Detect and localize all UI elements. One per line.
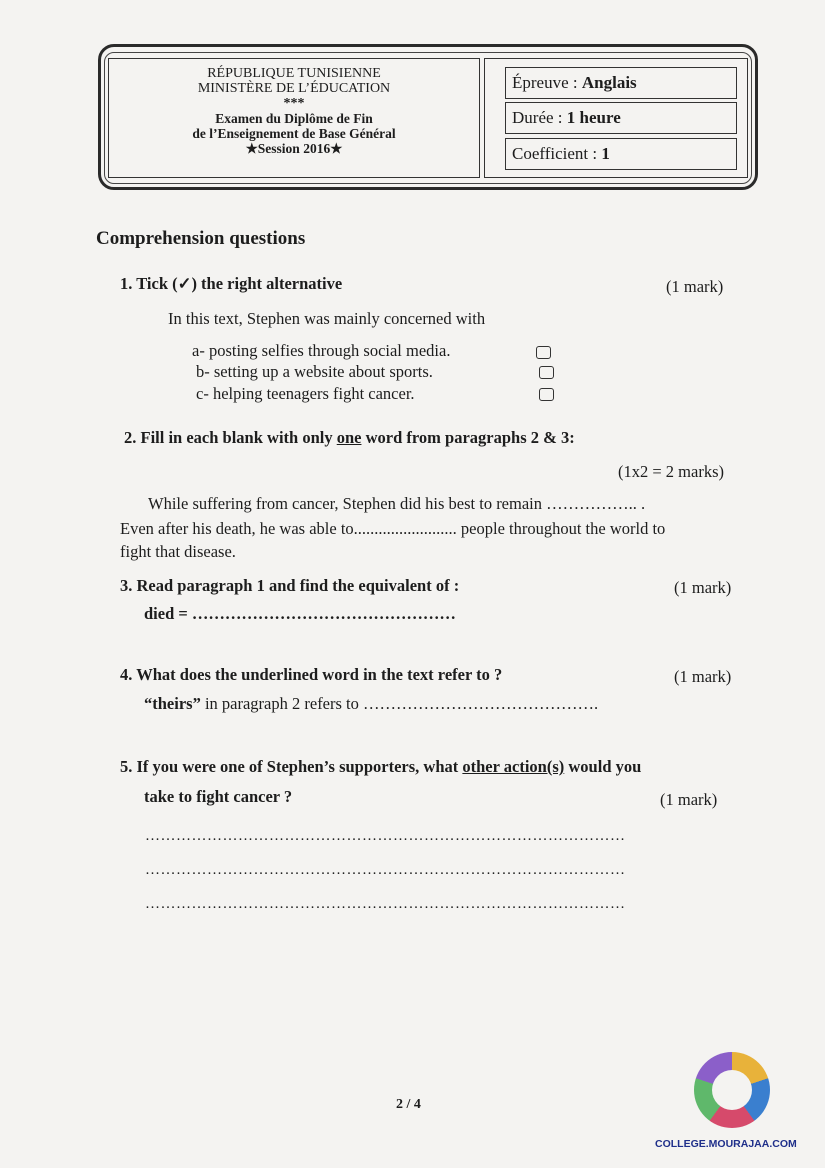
q1-marks: (1 mark) [666, 277, 724, 296]
q5-heading-line2: take to fight cancer ? [144, 787, 293, 806]
q4-number: 4. [120, 665, 133, 684]
star-icon: ★ [330, 141, 343, 156]
epreuve-value: Anglais [581, 73, 637, 92]
q2-sentence-line1[interactable]: While suffering from cancer, Stephen did his best to remain …………….. . [148, 494, 646, 513]
option-text: posting selfies through social media. [208, 341, 451, 360]
q4-quoted-word: “theirs” [144, 694, 201, 713]
option-letter: a- [192, 341, 205, 360]
q2-title-part2: word from paragraphs 2 & 3: [361, 428, 575, 447]
q4-answer-text: in paragraph 2 refers to ……………………………………. [204, 694, 599, 713]
section-title: Comprehension questions [96, 228, 306, 249]
q3-title: Read paragraph 1 and find the equivalent of : [136, 576, 460, 595]
exam-title-line1: Examen du Diplôme de Fin [215, 111, 373, 126]
q5-heading [120, 757, 641, 777]
q3-marks: (1 mark) [674, 578, 732, 597]
header-institution-box [108, 58, 480, 178]
q1-title: Tick (✓) the right alternative [136, 274, 343, 293]
coefficient-value: 1 [601, 144, 610, 163]
page-number: 2 / 4 [396, 1097, 421, 1112]
duree-label: Durée : [512, 108, 567, 127]
q2-sentence-line3: fight that disease. [120, 542, 236, 561]
site-logo-center [712, 1070, 752, 1110]
stars-divider: *** [283, 96, 305, 111]
q3-answer-line[interactable]: died = ………………………………………… [144, 604, 456, 623]
ministry-label: MINISTÈRE DE L’ÉDUCATION [197, 81, 391, 96]
coefficient-label: Coefficient : [512, 144, 602, 163]
q5-number: 5. [120, 757, 133, 776]
header-exam-info-box [484, 58, 748, 178]
q2-title-part1: Fill in each blank with only [140, 428, 337, 447]
q1-checkbox-b[interactable] [539, 366, 554, 379]
duree-value: 1 heure [566, 108, 621, 127]
q2-number: 2. [124, 428, 137, 447]
option-text: setting up a website about sports. [213, 362, 433, 381]
session-label [109, 141, 479, 156]
site-watermark-link[interactable]: COLLEGE.MOURAJAA.COM [655, 1138, 797, 1150]
q5-answer-line-1[interactable]: ………………………………………………………………………………… [145, 828, 626, 844]
q1-option-b [196, 362, 433, 382]
duree-row [505, 102, 737, 134]
q5-title-part2: would you [564, 757, 642, 776]
q3-heading [120, 576, 459, 596]
star-icon: ★ [245, 141, 258, 156]
option-letter: b- [196, 362, 210, 381]
q5-marks: (1 mark) [660, 790, 718, 809]
q5-answer-line-2[interactable]: ………………………………………………………………………………… [145, 862, 626, 878]
q5-title-part1: If you were one of Stephen’s supporters, what [136, 757, 463, 776]
coefficient-row [505, 138, 737, 170]
session-text: Session 2016 [257, 141, 331, 156]
q1-checkbox-a[interactable] [536, 346, 551, 359]
epreuve-label: Épreuve : [512, 73, 582, 92]
option-text: helping teenagers fight cancer. [212, 384, 415, 403]
republic-label: RÉPUBLIQUE TUNISIENNE [207, 66, 381, 81]
q2-sentence-line2[interactable]: Even after his death, he was able to......................... people throughout the world to [120, 519, 666, 538]
q1-checkbox-c[interactable] [539, 388, 554, 401]
q5-answer-line-3[interactable]: ………………………………………………………………………………… [145, 896, 626, 912]
q1-heading [120, 274, 342, 294]
q4-answer-line[interactable] [144, 694, 598, 714]
q1-option-a [192, 341, 450, 361]
q4-marks: (1 mark) [674, 667, 732, 686]
epreuve-row [505, 67, 737, 99]
option-letter: c- [196, 384, 209, 403]
q2-heading [124, 428, 575, 448]
q4-heading [120, 665, 502, 685]
q5-title-underlined: other action(s) [462, 757, 565, 776]
exam-title-line2: de l’Enseignement de Base Général [192, 126, 396, 141]
q3-number: 3. [120, 576, 133, 595]
q4-title: What does the underlined word in the text refer to ? [136, 665, 503, 684]
q1-stem: In this text, Stephen was mainly concerned with [168, 309, 486, 328]
q2-title-underlined: one [336, 428, 362, 447]
q1-option-c [196, 384, 415, 404]
q2-marks: (1x2 = 2 marks) [618, 462, 724, 481]
q1-number: 1. [120, 274, 133, 293]
